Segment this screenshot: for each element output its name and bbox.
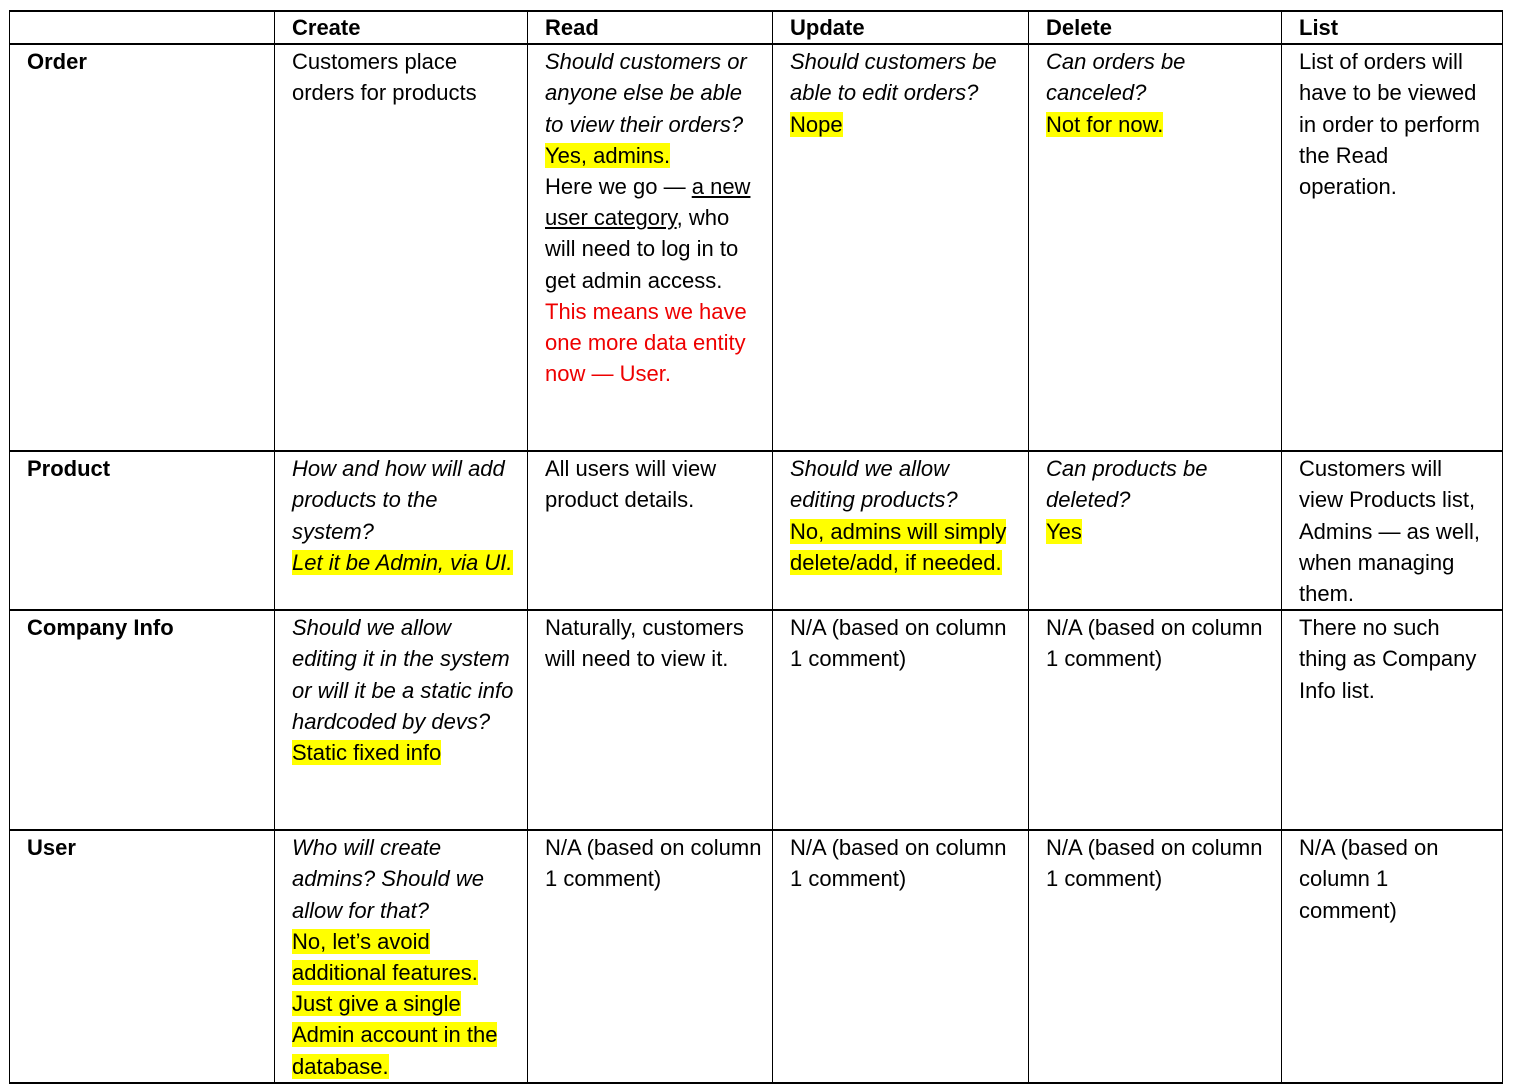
cell-product-list <box>1282 451 1503 610</box>
cell-text: There no such thing as Company Info list. <box>1299 615 1477 703</box>
question-text: Should we allow editing it in the system or will it be a static info hardcoded by devs? <box>292 615 514 734</box>
cell-order-create <box>275 44 528 451</box>
cell-user-delete <box>1029 830 1282 1083</box>
question-text: Who will create admins? Should we allow for that? <box>292 835 485 923</box>
header-read: Read <box>528 11 773 44</box>
cell-user-update <box>773 830 1029 1083</box>
answer-highlight: Not for now. <box>1046 111 1164 137</box>
question-text: Should customers be able to edit orders? <box>790 49 997 106</box>
answer-highlight: Nope <box>790 111 843 137</box>
answer-highlight: Yes <box>1046 518 1082 544</box>
header-list: List <box>1282 11 1503 44</box>
answer-highlight: No, admins will simply delete/add, if needed. <box>790 518 1007 575</box>
question-text: Should customers or anyone else be able to view their orders? <box>545 49 747 137</box>
cell-text: N/A (based on column 1 comment) <box>1299 835 1439 923</box>
cell-product-delete <box>1029 451 1282 610</box>
question-text: Should we allow editing products? <box>790 456 958 513</box>
cell-product-create <box>275 451 528 610</box>
row-label-order: Order <box>10 44 275 451</box>
cell-text: Customers place orders for products <box>292 49 477 106</box>
table-row-company-info <box>10 610 1503 830</box>
header-row <box>10 11 1503 44</box>
cell-text: N/A (based on column 1 comment) <box>790 835 1007 892</box>
row-label-company-info: Company Info <box>10 610 275 830</box>
cell-user-create <box>275 830 528 1083</box>
cell-user-list <box>1282 830 1503 1083</box>
new-user-category-link[interactable]: a new user category <box>545 174 751 231</box>
cell-company-read <box>528 610 773 830</box>
answer-highlight: Yes, admins. <box>545 142 671 168</box>
cell-company-list <box>1282 610 1503 830</box>
header-entity <box>10 11 275 44</box>
row-label-product: Product <box>10 451 275 610</box>
cell-text: N/A (based on column 1 comment) <box>1046 835 1263 892</box>
header-update: Update <box>773 11 1029 44</box>
cell-product-read <box>528 451 773 610</box>
cell-text: Customers will view Products list, Admins — as well, when managing them. <box>1299 456 1480 607</box>
answer-highlight: Let it be Admin, via UI. <box>292 549 513 575</box>
question-text: Can orders be canceled? <box>1046 49 1186 106</box>
cell-order-delete <box>1029 44 1282 451</box>
question-text: How and how will add products to the system? <box>292 456 505 544</box>
note-text-continued: , who will need to log in to get admin access. <box>545 205 739 293</box>
cell-text: N/A (based on column 1 comment) <box>1046 615 1263 672</box>
header-delete: Delete <box>1029 11 1282 44</box>
cell-order-update <box>773 44 1029 451</box>
cell-text: N/A (based on column 1 comment) <box>545 835 762 892</box>
cell-company-create <box>275 610 528 830</box>
note-text: Here we go — <box>545 174 692 200</box>
cell-text: All users will view product details. <box>545 456 717 513</box>
cell-order-list <box>1282 44 1503 451</box>
table-row-order <box>10 44 1503 451</box>
cell-order-read <box>528 44 773 451</box>
cell-company-delete <box>1029 610 1282 830</box>
alert-note-red: This means we have one more data entity now — User. <box>545 298 747 387</box>
answer-highlight: Static fixed info <box>292 740 442 766</box>
cell-user-read <box>528 830 773 1083</box>
cell-text: N/A (based on column 1 comment) <box>790 615 1007 672</box>
answer-highlight: No, let’s avoid additional features. Just give a single Admin account in the database. <box>292 928 498 1079</box>
cell-product-update <box>773 451 1029 610</box>
header-create: Create <box>275 11 528 44</box>
table-row-user <box>10 830 1503 1083</box>
question-text: Can products be deleted? <box>1046 456 1208 513</box>
table-row-product <box>10 451 1503 610</box>
cell-text: List of orders will have to be viewed in order to perform the Read operation. <box>1299 49 1480 200</box>
cell-company-update <box>773 610 1029 830</box>
crud-table <box>9 10 1503 1084</box>
cell-text: Naturally, customers will need to view it. <box>545 615 744 672</box>
row-label-user: User <box>10 830 275 1083</box>
